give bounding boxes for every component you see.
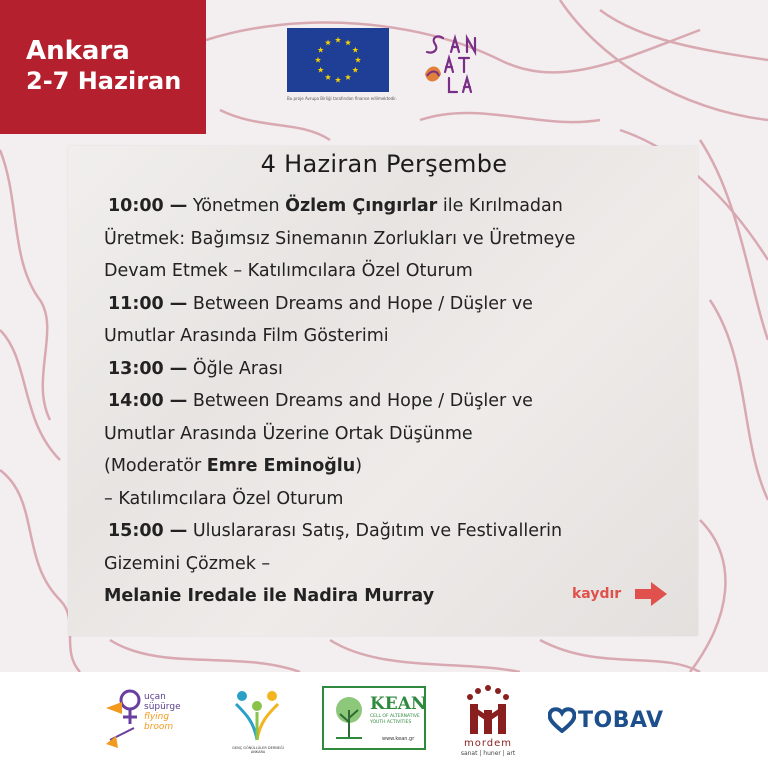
swipe-label: kaydır bbox=[572, 586, 622, 602]
ucan-supurge-logo bbox=[104, 686, 204, 756]
partner-caption: GENÇ GÖNÜLLÜLER DERNEĞİ ANKARA bbox=[232, 746, 284, 754]
schedule-list bbox=[104, 190, 664, 613]
person-name: Emre Eminoğlu bbox=[206, 456, 356, 476]
partner-text: süpürge bbox=[144, 702, 181, 712]
partner-text: uçan bbox=[144, 692, 166, 702]
people-icon bbox=[228, 684, 286, 744]
sanatla-logo bbox=[415, 24, 501, 100]
swipe-hint[interactable] bbox=[572, 581, 667, 607]
item-text: ) bbox=[355, 456, 363, 476]
broom-icon bbox=[104, 686, 144, 756]
partner-text: flying bbox=[144, 712, 170, 722]
moderator-line bbox=[104, 450, 664, 483]
item-text: Yönetmen bbox=[187, 196, 286, 216]
city-label: Ankara bbox=[26, 36, 130, 66]
partner-text: CELL OF ALTERNATIVE YOUTH ACTIVITIES bbox=[370, 714, 420, 725]
schedule-item bbox=[104, 353, 664, 386]
item-continuation: – Katılımcılara Özel Oturum bbox=[104, 488, 344, 509]
mordem-logo bbox=[456, 682, 520, 762]
speakers-line: Melanie Iredale ile Nadira Murray bbox=[104, 586, 435, 606]
partner-text: TOBAV bbox=[578, 707, 664, 733]
item-continuation: Üretmek: Bağımsız Sinemanın Zorlukları ve Üretmeye bbox=[104, 228, 576, 249]
item-text: ile Kırılmadan bbox=[437, 196, 563, 216]
item-text: Uluslararası Satış, Dağıtım ve Festivallerin bbox=[187, 521, 563, 541]
schedule-item bbox=[104, 385, 664, 418]
eu-flag-icon bbox=[287, 28, 389, 92]
partner-text: www.kean.gr bbox=[382, 736, 415, 742]
location-badge bbox=[0, 0, 206, 134]
person-name: Özlem Çıngırlar bbox=[285, 196, 438, 216]
arrow-right-icon bbox=[635, 582, 667, 606]
item-text: Öğle Arası bbox=[187, 358, 283, 379]
time-label: 14:00 — bbox=[108, 391, 188, 411]
item-continuation: Umutlar Arasında Film Gösterimi bbox=[104, 326, 389, 346]
tree-icon bbox=[330, 694, 368, 742]
time-label: 10:00 — bbox=[108, 196, 188, 216]
genc-gonulluler-logo bbox=[228, 684, 286, 760]
item-text: Between Dreams and Hope / Düşler ve bbox=[187, 391, 533, 411]
partner-text: sanat | huner | art bbox=[460, 750, 516, 757]
time-label: 11:00 — bbox=[108, 293, 188, 314]
mordem-mark-icon bbox=[456, 682, 520, 738]
item-continuation: Gizemini Çözmek – bbox=[104, 553, 271, 574]
time-label: 13:00 — bbox=[108, 358, 188, 379]
item-text: Between Dreams and Hope / Düşler ve bbox=[187, 293, 533, 314]
schedule-item bbox=[104, 515, 664, 548]
partner-text: mordem bbox=[463, 738, 513, 749]
time-label: 15:00 — bbox=[108, 521, 188, 541]
item-continuation: Devam Etmek – Katılımcılara Özel Oturum bbox=[104, 261, 473, 281]
kean-logo bbox=[322, 686, 426, 750]
date-range-label: 2-7 Haziran bbox=[26, 67, 182, 95]
partner-text: broom bbox=[144, 722, 174, 732]
partner-text: KEAN bbox=[370, 694, 427, 714]
schedule-item bbox=[104, 288, 664, 321]
heart-icon bbox=[548, 707, 576, 733]
schedule-item bbox=[104, 190, 664, 223]
eu-funding-caption: Bu proje Avrupa Birliği tarafından finanse edilmektedir. bbox=[287, 96, 397, 101]
item-text: (Moderatör bbox=[104, 456, 207, 476]
item-continuation: Umutlar Arasında Üzerine Ortak Düşünme bbox=[104, 423, 473, 444]
schedule-title: 4 Haziran Perşembe bbox=[260, 150, 508, 178]
tobav-logo bbox=[548, 704, 664, 736]
